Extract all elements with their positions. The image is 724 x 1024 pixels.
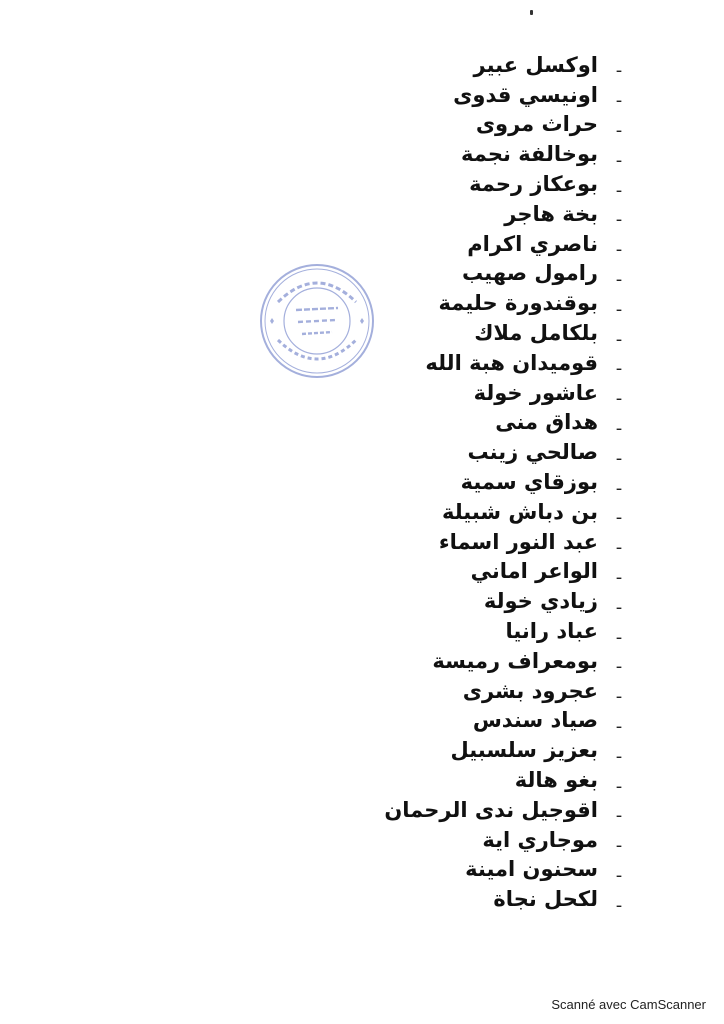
student-name: بوعكاز رحمة [469,172,598,197]
student-name: بلكامل ملاك [474,321,598,346]
list-bullet: - [615,805,623,827]
list-bullet: - [615,715,623,737]
student-name: هداق منى [495,410,598,435]
student-name: بعزيز سلسبيل [450,738,598,763]
student-name: لكحل نجاة [493,887,598,912]
list-bullet: - [615,447,623,469]
list-item [384,467,628,497]
list-item [384,646,628,676]
list-bullet: - [615,656,623,678]
list-item [384,706,628,736]
list-bullet: - [615,60,623,82]
list-bullet: - [615,566,623,588]
list-item [384,825,628,855]
scan-speck [530,10,533,15]
list-item [384,318,628,348]
list-item [384,795,628,825]
list-item [384,80,628,110]
list-bullet: - [615,328,623,350]
list-item [384,139,628,169]
scanner-watermark: Scanné avec CamScanner [551,997,706,1012]
student-name: صياد سندس [472,708,598,733]
list-bullet: - [615,745,623,767]
list-bullet: - [615,596,623,618]
list-item [384,855,628,885]
student-name: زيادي خولة [483,589,598,614]
list-item [384,199,628,229]
list-bullet: - [615,90,623,112]
student-name: عاشور خولة [473,380,598,405]
student-name: عباد رانيا [505,619,598,644]
student-name: اوكسل عبير [473,52,598,77]
student-name: بن دباش شبيلة [441,499,598,524]
list-item [384,586,628,616]
list-item [384,676,628,706]
list-item [384,408,628,438]
list-bullet: - [615,358,623,380]
list-bullet: - [615,626,623,648]
list-item [384,765,628,795]
list-item [384,884,628,914]
list-item [384,229,628,259]
list-item [384,557,628,587]
student-name: بخة هاجر [504,201,598,226]
student-name: اقوجيل ندى الرحمان [384,797,598,822]
list-bullet: - [615,298,623,320]
list-item [384,616,628,646]
student-name: حراث مروى [475,112,598,137]
list-bullet: - [615,239,623,261]
student-name: بومعراف رميسة [432,648,598,673]
list-bullet: - [615,775,623,797]
list-item [384,348,628,378]
list-bullet: - [615,894,623,916]
list-bullet: - [615,179,623,201]
list-bullet: - [615,835,623,857]
student-name: بوزقاي سمية [460,470,598,495]
list-item [384,437,628,467]
list-bullet: - [615,119,623,141]
university-seal-icon [258,262,376,380]
list-bullet: - [615,388,623,410]
list-bullet: - [615,864,623,886]
student-name: رامول صهيب [462,261,598,286]
student-name: عبد النور اسماء [438,529,598,554]
student-name: اونيسي قدوى [453,82,598,107]
student-name: صالحي زينب [467,440,598,465]
list-item [384,169,628,199]
student-name: قوميدان هبة الله [425,350,598,375]
student-name: عجرود بشرى [462,678,598,703]
list-bullet: - [615,507,623,529]
student-name: بغو هالة [514,768,598,793]
list-bullet: - [615,268,623,290]
student-name: ناصري اكرام [467,231,598,256]
list-item [384,50,628,80]
student-name: سحنون امينة [465,857,598,882]
student-name: موجاري اية [482,827,598,852]
list-bullet: - [615,149,623,171]
student-name: الواعر اماني [470,559,598,584]
list-bullet: - [615,417,623,439]
list-item [384,110,628,140]
list-item [384,378,628,408]
list-bullet: - [615,686,623,708]
names-list [384,50,628,914]
list-bullet: - [615,209,623,231]
list-item [384,288,628,318]
student-name: بوخالفة نجمة [461,142,598,167]
list-item [384,259,628,289]
list-item [384,497,628,527]
list-bullet: - [615,537,623,559]
student-name: بوقندورة حليمة [438,291,598,316]
list-item [384,527,628,557]
list-bullet: - [615,477,623,499]
list-item [384,735,628,765]
